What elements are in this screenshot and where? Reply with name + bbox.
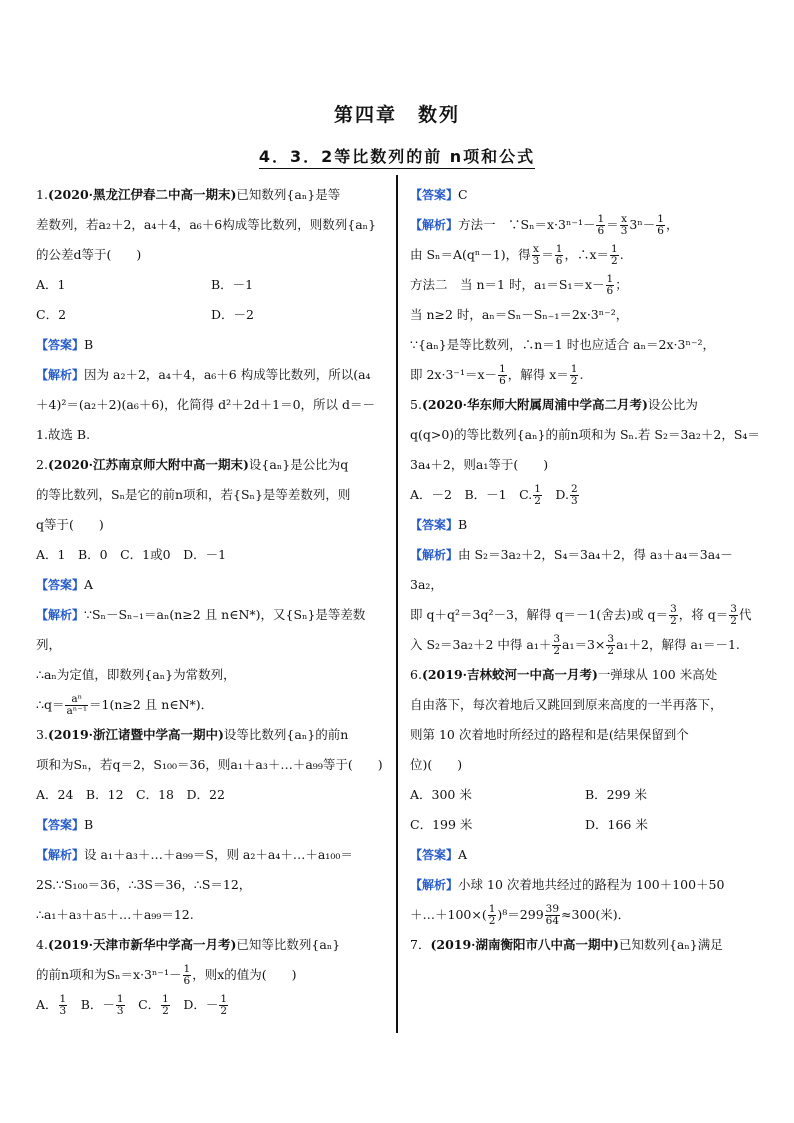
- question-5-options: A．－2 B．－1 C. $\frac{1}{2}$ D. $\frac{2}{3}$: [410, 483, 578, 507]
- question-7: 7．(2019·湖南衡阳市八中高一期中)已知数列{aₙ}满足: [410, 937, 723, 952]
- explanation-4: 【解析】方法一 ∵Sₙ＝x·3ⁿ⁻¹－ $\frac{1}{6}$ ＝ $\frac{x}{3}$ 3ⁿ－ $\frac{1}{6}$ ， 由 Sₙ＝A(qⁿ－1)，得 $\frac{x}{3}$ ＝ $\frac{1}{6}$ ，∴x＝ $\frac{1}{2}$ . 方法二 当 n＝1 时，a₁＝S₁＝x－ $\frac{1}{6}$ ； 当 n≥2 时，aₙ＝Sₙ－Sₙ₋₁＝2x·3ⁿ⁻²， ∵{aₙ}是等比数列，∴n＝1 时也应适合 aₙ＝2x·3ⁿ⁻²， 即 2x·3⁻¹＝x－ $\frac{1}{6}$ ，解得 x＝ $\frac{1}{2}$ .: [410, 213, 715, 387]
- answer-6: 【答案】A: [410, 847, 468, 862]
- question-4: 4.(2019·天津市新华中学高一月考)已知等比数列{aₙ} 的前n项和为Sₙ＝x·3ⁿ⁻¹－ $\frac{1}{6}$ ，则x的值为( ): [36, 937, 341, 987]
- question-3-options: A．24 B．12 C．18 D．22: [36, 787, 225, 802]
- explanation-2: 【解析】∵Sₙ－Sₙ₋₁＝aₙ(n≥2 且 n∈N*)，又{Sₙ}是等差数 列， ∴aₙ为定值，即数列{aₙ}为常数列， ∴q＝ $\frac{\text{aⁿ}}{\text{aⁿ⁻¹}}$ ＝1(n≥2 且 n∈N*)．: [36, 607, 366, 717]
- question-1-options-row2: C．2 D．－2: [36, 307, 254, 322]
- question-2-options: A．1 B．0 C．1或0 D．－1: [36, 547, 227, 562]
- answer-4: 【答案】C: [410, 187, 468, 202]
- question-3: 3.(2019·浙江诸暨中学高一期中)设等比数列{aₙ}的前n 项和为Sₙ，若q＝2，S₁₀₀＝36，则a₁＋a₃＋…＋a₉₉等于( ): [36, 727, 383, 772]
- question-4-options: A． $\frac{1}{3}$ B．－ $\frac{1}{3}$ C． $\frac{1}{2}$ D．－ $\frac{1}{2}$: [36, 993, 228, 1017]
- explanation-1: 【解析】因为 a₂＋2，a₄＋4，a₆＋6 构成等比数列，所以(a₄ ＋4)²＝(a₂＋2)(a₆＋6)，化简得 d²＋2d＋1＝0，所以 d＝－ 1.故选 B.: [36, 367, 376, 442]
- question-1: 1.(2020·黑龙江伊春二中高一期末)已知数列{aₙ}是等 差数列，若a₂＋2，a₄＋4，a₆＋6构成等比数列，则数列{aₙ} 的公差d等于( ): [36, 187, 377, 262]
- question-6-options-row2: C．199 米 D．166 米: [410, 817, 648, 832]
- explanation-3: 【解析】设 a₁＋a₃＋…＋a₉₉＝S，则 a₂＋a₄＋…＋a₁₀₀＝ 2S.∵S₁₀₀＝36，∴3S＝36，∴S＝12， ∴a₁＋a₃＋a₅＋…＋a₉₉＝12.: [36, 847, 353, 922]
- question-2: 2.(2020·江苏南京师大附中高一期末)设{aₙ}是公比为q 的等比数列，Sₙ是它的前n项和，若{Sₙ}是等差数列，则 q等于( ): [36, 457, 351, 532]
- explanation-5: 【解析】由 S₂＝3a₂＋2，S₄＝3a₄＋2，得 a₃＋a₄＝3a₄－3a₂， 即 q＋q²＝3q²－3，解得 q＝－1(舍去)或 q＝ $\frac{3}{2}$ ，将 q＝ $\frac{3}{2}$ 代 入 S₂＝3a₂＋2 中得 a₁＋ $\frac{3}{2}$ a₁＝3× $\frac{3}{2}$ a₁＋2，解得 a₁＝－1.: [410, 547, 752, 657]
- answer-5: 【答案】B: [410, 517, 468, 532]
- section-title: 4．3．2等比数列的前 n项和公式: [0, 144, 794, 167]
- question-5: 5.(2020·华东师大附属周浦中学高二月考)设公比为 q(q>0)的等比数列{aₙ}的前n项和为 Sₙ.若 S₂＝3a₂＋2，S₄＝ 3a₄＋2，则a₁等于( ): [410, 397, 760, 472]
- answer-3: 【答案】B: [36, 817, 94, 832]
- question-6-options-row1: A．300 米 B．299 米: [410, 787, 648, 802]
- answer-2: 【答案】A: [36, 577, 94, 592]
- chapter-title: 第四章 数列: [333, 104, 460, 126]
- column-divider: [396, 175, 398, 1033]
- question-1-options-row1: A．1 B．－1: [36, 277, 254, 292]
- left-column: [36, 180, 386, 1020]
- right-column: [410, 180, 760, 960]
- explanation-6: 【解析】小球 10 次着地共经过的路程为 100＋100＋50 ＋…＋100×( $\frac{1}{2}$ )⁸＝299 $\frac{39}{64}$ ≈300(米)．: [410, 877, 725, 927]
- answer-1: 【答案】B: [36, 337, 94, 352]
- question-6: 6.(2019·吉林蛟河一中高一月考)一弹球从 100 米高处 自由落下，每次着地后又跳回到原来高度的一半再落下， 则第 10 次着地时所经过的路程和是(结果保留到个 位)( ): [410, 667, 723, 772]
